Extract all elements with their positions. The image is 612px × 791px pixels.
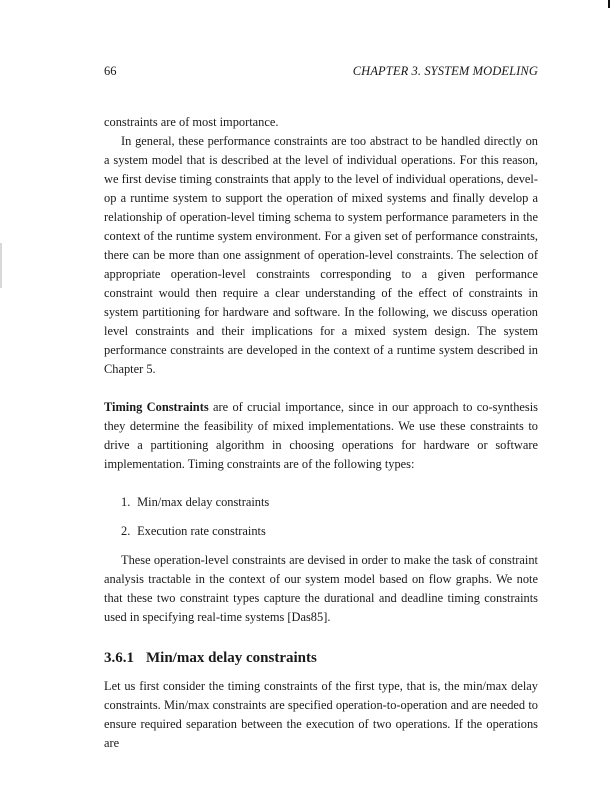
scan-edge-shadow — [0, 243, 2, 288]
paragraph-continuation: constraints are of most importance. — [104, 115, 279, 129]
scan-edge-mark — [608, 0, 610, 8]
page-body — [104, 113, 538, 753]
paragraph-performance-constraints: In general, these performance constraints are too abstract to be handled directly on a system model that is described at the level of individual operations. For this reason, we first devise timing constraints that apply to the level of individual operations, devel-op a runtime system to support the operation of mixed systems and finally develop a relationship of operation-level timing schema to system performance parameters in the context of the runtime system environment. For a given set of performance constraints, there can be more than one assignment of operation-level constraints. The selection of appropriate operation-level constraints corresponding to a given performance constraint would then require a clear understanding of the effect of constraints in system partitioning for hardware and software. In the following, we discuss operation level constraints and their implications for a mixed system design. The system performance constraints are developed in the context of a runtime system described in Chapter 5. — [104, 134, 538, 376]
list-item — [104, 493, 538, 512]
list-item-number: 1. — [121, 495, 131, 509]
section-title: Min/max delay constraints — [146, 650, 317, 666]
paragraph-minmax-intro: Let us first consider the timing constraints of the first type, that is, the min/max delay constraints. Min/max constraints are specified operation-to-operation and are needed to ensure required separation between the execution of two operations. If the operations are — [104, 679, 538, 750]
paragraph-text: are of crucial importance, since in our approach to co-synthesis they determine the feasibility of mixed implementations. We use these constraints to drive a partitioning algorithm in choosing operations for hardware or software implementation. Timing constraints are of the following types: — [104, 400, 539, 471]
paragraph-operation-level: These operation-level constraints are devised in order to make the task of constraint analysis tractable in the context of our system model based on flow graphs. We note that these two constraint types capture the durational and deadline timing constraints used in specifying real-time systems [Das85]. — [104, 553, 538, 624]
page-number: 66 — [104, 64, 117, 78]
list-item — [104, 522, 538, 541]
chapter-title: CHAPTER 3. SYSTEM MODELING — [352, 64, 538, 78]
list-item-text: Execution rate constraints — [137, 524, 266, 538]
paragraph-timing-constraints — [104, 398, 538, 474]
constraint-types-list — [104, 493, 538, 541]
section-number: 3.6.1 — [104, 650, 134, 666]
run-in-heading: Timing Constraints — [104, 400, 209, 414]
section-heading — [104, 648, 538, 668]
list-item-number: 2. — [121, 524, 131, 538]
running-head — [104, 64, 538, 80]
list-item-text: Min/max delay constraints — [137, 495, 270, 509]
